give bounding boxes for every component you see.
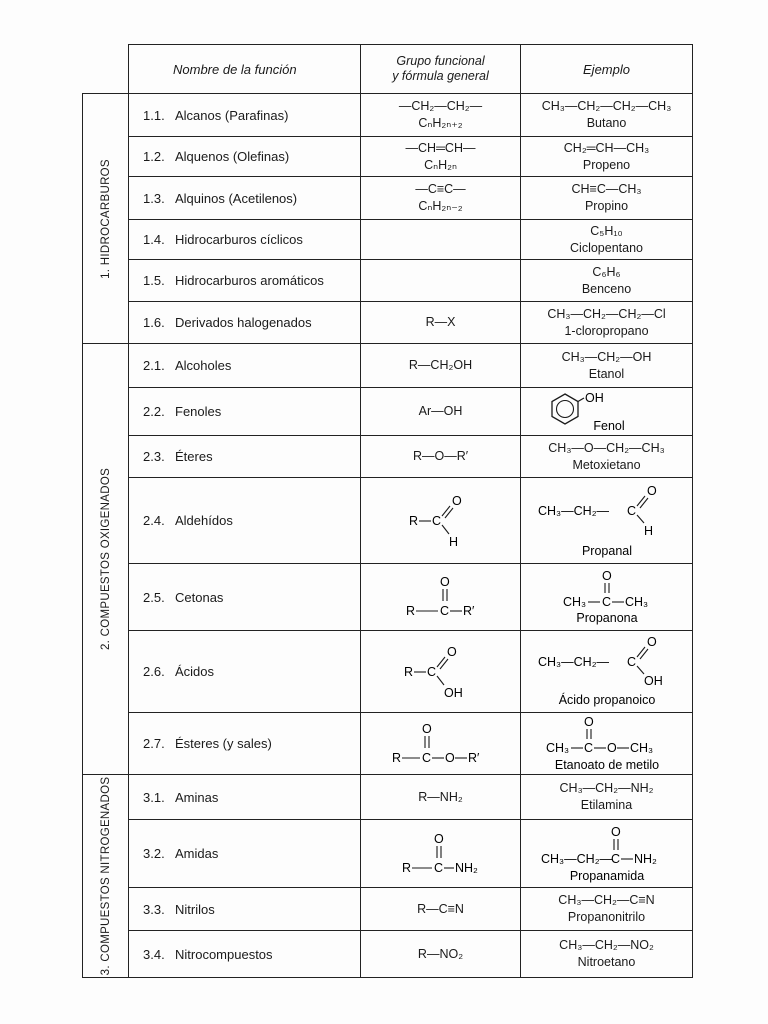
svg-text:NH₂: NH₂	[454, 860, 478, 875]
svg-text:CH₃—CH₂—: CH₃—CH₂—	[537, 503, 609, 518]
formula-cell: R—C≡N	[361, 888, 521, 931]
svg-text:NH₂: NH₂	[633, 851, 657, 866]
example-cell: CH₃—CH₂—OH Etanol	[521, 344, 693, 388]
phenol-structure	[537, 390, 677, 434]
header-formula-line2: y fórmula general	[392, 69, 489, 83]
function-name: 1.3. Alquinos (Acetilenos)	[129, 177, 361, 220]
svg-text:C: C	[431, 513, 441, 528]
example-cell	[521, 564, 693, 631]
group-hidrocarburos	[83, 94, 129, 344]
example-cell: CH₃—O—CH₂—CH₃ Metoxietano	[521, 436, 693, 478]
svg-text:C: C	[433, 860, 443, 875]
svg-text:C: C	[583, 740, 593, 755]
formula-cell: R—NO₂	[361, 931, 521, 978]
svg-text:O: O	[646, 483, 657, 498]
header-name: Nombre de la función	[129, 45, 361, 94]
formula-cell	[361, 713, 521, 775]
example-name: Propanamida	[569, 868, 644, 883]
example-name: Etanoato de metilo	[554, 757, 659, 772]
group-nitrogenados	[83, 775, 129, 978]
svg-text:H: H	[448, 534, 458, 549]
table-row	[83, 436, 693, 478]
svg-text:C: C	[426, 664, 436, 679]
function-name: 3.4. Nitrocompuestos	[129, 931, 361, 978]
svg-text:CH₃: CH₃	[629, 740, 653, 755]
svg-text:OH: OH	[643, 673, 663, 688]
svg-text:R′: R′	[467, 750, 479, 765]
table-row	[83, 137, 693, 177]
table-row	[83, 775, 693, 820]
example-name: Fenol	[592, 418, 625, 433]
table-row	[83, 302, 693, 344]
example-cell: CH₃—CH₂—CH₂—Cl 1-cloropropano	[521, 302, 693, 344]
group-label: 3. COMPUESTOS NITROGENADOS	[99, 776, 112, 976]
formula-cell: —C≡C— CₙH₂ₙ₋₂	[361, 177, 521, 220]
aldehyde-formula-structure	[401, 491, 481, 551]
formula-cell	[361, 631, 521, 713]
svg-text:O: O	[583, 714, 594, 729]
example-name: Ácido propanoico	[558, 692, 655, 707]
function-name: 1.4. Hidrocarburos cíclicos	[129, 220, 361, 260]
table-row	[83, 931, 693, 978]
function-name: 1.5. Hidrocarburos aromáticos	[129, 260, 361, 302]
table-row	[83, 220, 693, 260]
function-name: 3.3. Nitrilos	[129, 888, 361, 931]
table-row	[83, 344, 693, 388]
formula-cell	[361, 220, 521, 260]
table-row	[83, 260, 693, 302]
methyl-ethanoate-structure	[532, 714, 682, 774]
header-row	[83, 45, 693, 94]
example-cell: C₆H₆ Benceno	[521, 260, 693, 302]
table-row	[83, 820, 693, 888]
ketone-formula-structure	[396, 569, 486, 625]
svg-text:O: O	[646, 634, 657, 649]
function-name: 3.2. Amidas	[129, 820, 361, 888]
function-name: 1.6. Derivados halogenados	[129, 302, 361, 344]
formula-cell	[361, 260, 521, 302]
table-row	[83, 631, 693, 713]
svg-text:O: O	[433, 831, 444, 846]
function-name: 2.4. Aldehídos	[129, 478, 361, 564]
propanone-structure	[537, 566, 677, 628]
function-name: 2.1. Alcoholes	[129, 344, 361, 388]
table-row	[83, 888, 693, 931]
example-cell: CH₃—CH₂—NH₂ Etilamina	[521, 775, 693, 820]
group-oxigenados	[83, 344, 129, 775]
table-row	[83, 713, 693, 775]
function-name: 2.7. Ésteres (y sales)	[129, 713, 361, 775]
example-cell	[521, 713, 693, 775]
svg-text:CH₃: CH₃	[562, 595, 586, 609]
example-cell	[521, 631, 693, 713]
formula-cell: —CH═CH— CₙH₂ₙ	[361, 137, 521, 177]
svg-text:O: O	[606, 740, 617, 755]
svg-text:R: R	[405, 604, 415, 618]
formula-cell	[361, 820, 521, 888]
svg-text:OH: OH	[443, 685, 463, 700]
svg-text:R: R	[401, 860, 411, 875]
function-name: 2.2. Fenoles	[129, 388, 361, 436]
header-example: Ejemplo	[521, 45, 693, 94]
phenol-oh: OH	[584, 390, 604, 405]
example-cell: CH₂═CH—CH₃ Propeno	[521, 137, 693, 177]
table-row	[83, 564, 693, 631]
svg-text:R: R	[408, 513, 418, 528]
propanamide-structure	[527, 823, 687, 885]
function-name: 1.1. Alcanos (Parafinas)	[129, 94, 361, 137]
table-row	[83, 177, 693, 220]
svg-text:O: O	[451, 493, 462, 508]
function-name: 1.2. Alquenos (Olefinas)	[129, 137, 361, 177]
svg-text:CH₃: CH₃	[545, 740, 569, 755]
group-label: 1. HIDROCARBUROS	[99, 158, 112, 279]
function-name: 2.5. Cetonas	[129, 564, 361, 631]
example-cell	[521, 388, 693, 436]
svg-text:R: R	[391, 750, 401, 765]
svg-text:O: O	[421, 721, 432, 736]
formula-cell: R—X	[361, 302, 521, 344]
svg-text:O: O	[444, 750, 455, 765]
example-cell	[521, 820, 693, 888]
amide-formula-structure	[396, 826, 486, 882]
function-name: 3.1. Aminas	[129, 775, 361, 820]
group-label: 2. COMPUESTOS OXIGENADOS	[99, 467, 112, 651]
formula-cell: —CH₂—CH₂— CₙH₂ₙ₊₂	[361, 94, 521, 137]
example-cell: CH₃—CH₂—NO₂ Nitroetano	[521, 931, 693, 978]
formula-cell: R—CH₂OH	[361, 344, 521, 388]
table-row	[83, 94, 693, 137]
propanoic-acid-structure	[532, 634, 682, 710]
svg-text:C: C	[626, 503, 636, 518]
svg-text:O: O	[601, 569, 612, 583]
header-formula-line1: Grupo funcional	[396, 54, 485, 68]
functional-groups-table	[82, 44, 693, 978]
example-cell	[521, 478, 693, 564]
example-name: Propanal	[581, 543, 632, 558]
svg-text:CH₃—CH₂—: CH₃—CH₂—	[540, 851, 612, 866]
svg-text:O: O	[610, 824, 621, 839]
svg-text:C: C	[439, 604, 449, 618]
svg-text:CH₃—CH₂—: CH₃—CH₂—	[537, 654, 609, 669]
svg-text:O: O	[439, 575, 450, 589]
example-cell: C₅H₁₀ Ciclopentano	[521, 220, 693, 260]
svg-text:O: O	[446, 644, 457, 659]
example-cell: CH₃—CH₂—CH₂—CH₃ Butano	[521, 94, 693, 137]
svg-text:C: C	[610, 851, 620, 866]
header-blank	[83, 45, 129, 94]
svg-text:C: C	[626, 654, 636, 669]
svg-text:C: C	[601, 595, 611, 609]
propanal-structure	[532, 481, 682, 561]
svg-text:H: H	[643, 523, 653, 538]
example-name: Propanona	[575, 611, 638, 625]
acid-formula-structure	[396, 642, 486, 702]
example-cell: CH≡C—CH₃ Propino	[521, 177, 693, 220]
function-name: 2.6. Ácidos	[129, 631, 361, 713]
svg-text:CH₃: CH₃	[624, 595, 648, 609]
svg-text:R: R	[403, 664, 413, 679]
formula-cell: R—NH₂	[361, 775, 521, 820]
ester-formula-structure	[386, 716, 496, 772]
formula-cell: R—O—R′	[361, 436, 521, 478]
formula-cell	[361, 478, 521, 564]
example-cell: CH₃—CH₂—C≡N Propanonitrilo	[521, 888, 693, 931]
formula-cell: Ar—OH	[361, 388, 521, 436]
formula-cell	[361, 564, 521, 631]
table-row	[83, 388, 693, 436]
svg-text:C: C	[421, 750, 431, 765]
header-formula	[361, 45, 521, 94]
table-row	[83, 478, 693, 564]
svg-text:R′: R′	[462, 604, 474, 618]
function-name: 2.3. Éteres	[129, 436, 361, 478]
